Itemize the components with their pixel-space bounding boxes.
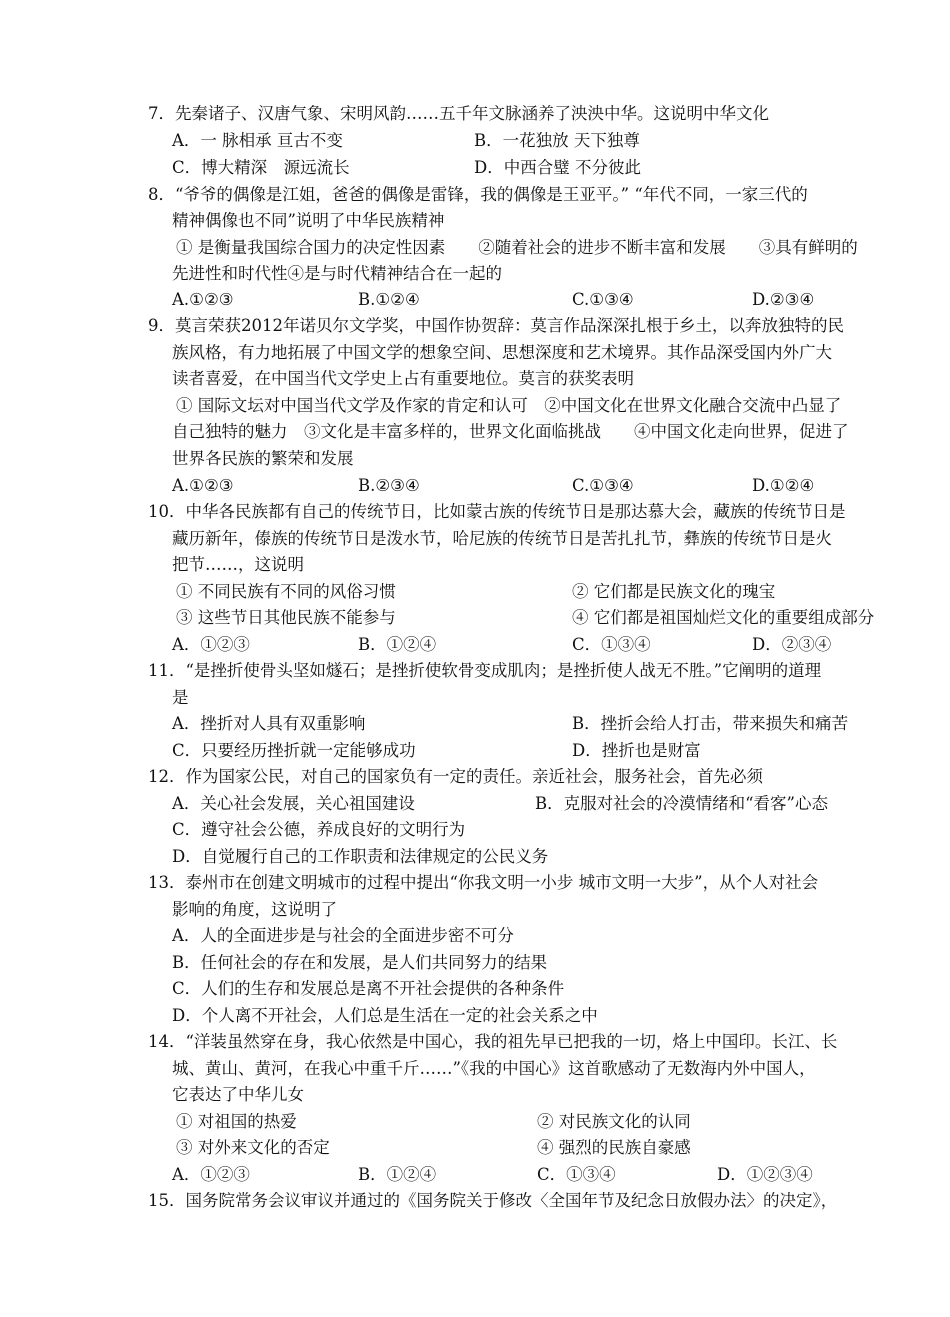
question-13-option-d: D．个人离不开社会，人们总是生活在一定的社会关系之中 bbox=[172, 1006, 598, 1025]
question-11-stem: 11．“是挫折使骨头坚如燧石；是挫折使软骨变成肌肉；是挫折使人战无不胜。”它阐明的道理 bbox=[148, 661, 822, 680]
question-12-option-a: A．关心社会发展，关心祖国建设 bbox=[172, 794, 415, 813]
question-8-option-b: B.①②④ bbox=[358, 290, 420, 309]
question-10-statement-4: ④ 它们都是祖国灿烂文化的重要组成部分 bbox=[572, 608, 875, 627]
question-7-option-a: A．一 脉相承 亘古不变 bbox=[172, 131, 343, 150]
question-9-statements: 世界各民族的繁荣和发展 bbox=[172, 449, 354, 468]
question-9-option-c: C.①③④ bbox=[572, 476, 634, 495]
question-14-option-b: B．①②④ bbox=[358, 1165, 437, 1184]
question-11-option-a: A．挫折对人具有双重影响 bbox=[172, 714, 366, 733]
question-12-option-d: D．自觉履行自己的工作职责和法律规定的公民义务 bbox=[172, 847, 549, 866]
question-9-option-d: D.①②④ bbox=[752, 476, 815, 495]
question-14-stem: 它表达了中华儿女 bbox=[172, 1085, 304, 1104]
question-8-statements: 先进性和时代性④是与时代精神结合在一起的 bbox=[172, 264, 502, 283]
question-14-option-a: A．①②③ bbox=[172, 1165, 250, 1184]
question-13-option-b: B．任何社会的存在和发展，是人们共同努力的结果 bbox=[172, 953, 548, 972]
question-14-option-d: D．①②③④ bbox=[717, 1165, 813, 1184]
question-7-option-d: D．中西合璧 不分彼此 bbox=[474, 158, 641, 177]
question-12-option-b: B．克服对社会的冷漠情绪和“看客”心态 bbox=[535, 794, 828, 813]
question-10-stem: 把节……，这说明 bbox=[172, 555, 304, 574]
question-14-option-c: C．①③④ bbox=[537, 1165, 616, 1184]
question-7-option-c: C．博大精深 源远流长 bbox=[172, 158, 350, 177]
question-13-stem: 影响的角度，这说明了 bbox=[172, 900, 337, 919]
question-11-option-c: C．只要经历挫折就一定能够成功 bbox=[172, 741, 416, 760]
question-8-stem: 精神偶像也不同”说明了中华民族精神 bbox=[172, 211, 445, 230]
question-11-option-d: D．挫折也是财富 bbox=[572, 741, 701, 760]
question-12-option-c: C．遵守社会公德，养成良好的文明行为 bbox=[172, 820, 466, 839]
question-11-stem: 是 bbox=[172, 688, 189, 707]
question-10-option-d: D．②③④ bbox=[752, 635, 832, 654]
question-9-option-a: A.①②③ bbox=[172, 476, 234, 495]
question-10-option-c: C．①③④ bbox=[572, 635, 651, 654]
question-10-option-a: A．①②③ bbox=[172, 635, 250, 654]
question-12-stem: 12．作为国家公民，对自己的国家负有一定的责任。亲近社会，服务社会，首先必须 bbox=[148, 767, 763, 786]
question-15-stem: 15．国务院常务会议审议并通过的《国务院关于修改〈全国年节及纪念日放假办法〉的决定》， bbox=[148, 1191, 838, 1210]
question-9-option-b: B.②③④ bbox=[358, 476, 420, 495]
question-9-stem: 9．莫言荣获2012年诺贝尔文学奖，中国作协贺辞：莫言作品深深扎根于乡土，以奔放独特的民 bbox=[148, 316, 844, 335]
question-13-option-c: C．人们的生存和发展总是离不开社会提供的各种条件 bbox=[172, 979, 565, 998]
question-10-stem: 藏历新年，傣族的传统节日是泼水节，哈尼族的传统节日是苦扎扎节，彝族的传统节日是火 bbox=[172, 529, 832, 548]
question-14-stem: 城、黄山、黄河，在我心中重千斤……”《我的中国心》这首歌感动了无数海内外中国人， bbox=[172, 1059, 816, 1078]
question-14-stem: 14．“洋装虽然穿在身，我心依然是中国心，我的祖先早已把我的一切，烙上中国印。长江、长 bbox=[148, 1032, 838, 1051]
question-9-statements: 自己独特的魅力 ③文化是丰富多样的，世界文化面临挑战 ④中国文化走向世界，促进了 bbox=[172, 422, 849, 441]
question-13-stem: 13．泰州市在创建文明城市的过程中提出“你我文明一小步 城市文明一大步”，从个人对社会 bbox=[148, 873, 819, 892]
question-10-stem: 10．中华各民族都有自己的传统节日，比如蒙古族的传统节日是那达慕大会，藏族的传统节日是 bbox=[148, 502, 846, 521]
question-14-statement-4: ④ 强烈的民族自豪感 bbox=[537, 1138, 691, 1157]
question-7-option-b: B．一花独放 天下独尊 bbox=[474, 131, 640, 150]
question-7-stem: 7．先秦诸子、汉唐气象、宋明风韵……五千年文脉涵养了泱泱中华。这说明中华文化 bbox=[148, 104, 769, 123]
question-11-option-b: B．挫折会给人打击，带来损失和痛苦 bbox=[572, 714, 849, 733]
question-8-option-a: A.①②③ bbox=[172, 290, 234, 309]
question-10-statement-3: ③ 这些节日其他民族不能参与 bbox=[176, 608, 396, 627]
question-8-option-d: D.②③④ bbox=[752, 290, 815, 309]
question-8-stem: 8．“爷爷的偶像是江姐，爸爸的偶像是雷锋，我的偶像是王亚平。” “年代不同，一家三代的 bbox=[148, 185, 808, 204]
question-13-option-a: A．人的全面进步是与社会的全面进步密不可分 bbox=[172, 926, 514, 945]
question-8-option-c: C.①③④ bbox=[572, 290, 634, 309]
question-10-statement-2: ② 它们都是民族文化的瑰宝 bbox=[572, 582, 776, 601]
question-14-statement-3: ③ 对外来文化的否定 bbox=[176, 1138, 330, 1157]
question-10-option-b: B．①②④ bbox=[358, 635, 437, 654]
question-9-stem: 读者喜爱，在中国当代文学史上占有重要地位。莫言的获奖表明 bbox=[172, 369, 634, 388]
question-9-statements: ① 国际文坛对中国当代文学及作家的肯定和认可 ②中国文化在世界文化融合交流中凸显了 bbox=[176, 396, 842, 415]
question-14-statement-2: ② 对民族文化的认同 bbox=[537, 1112, 691, 1131]
question-14-statement-1: ① 对祖国的热爱 bbox=[176, 1112, 297, 1131]
question-10-statement-1: ① 不同民族有不同的风俗习惯 bbox=[176, 582, 396, 601]
question-9-stem: 族风格，有力地拓展了中国文学的想象空间、思想深度和艺术境界。其作品深受国内外广大 bbox=[172, 343, 832, 362]
question-8-statements: ① 是衡量我国综合国力的决定性因素 ②随着社会的进步不断丰富和发展 ③具有鲜明的 bbox=[176, 238, 858, 257]
